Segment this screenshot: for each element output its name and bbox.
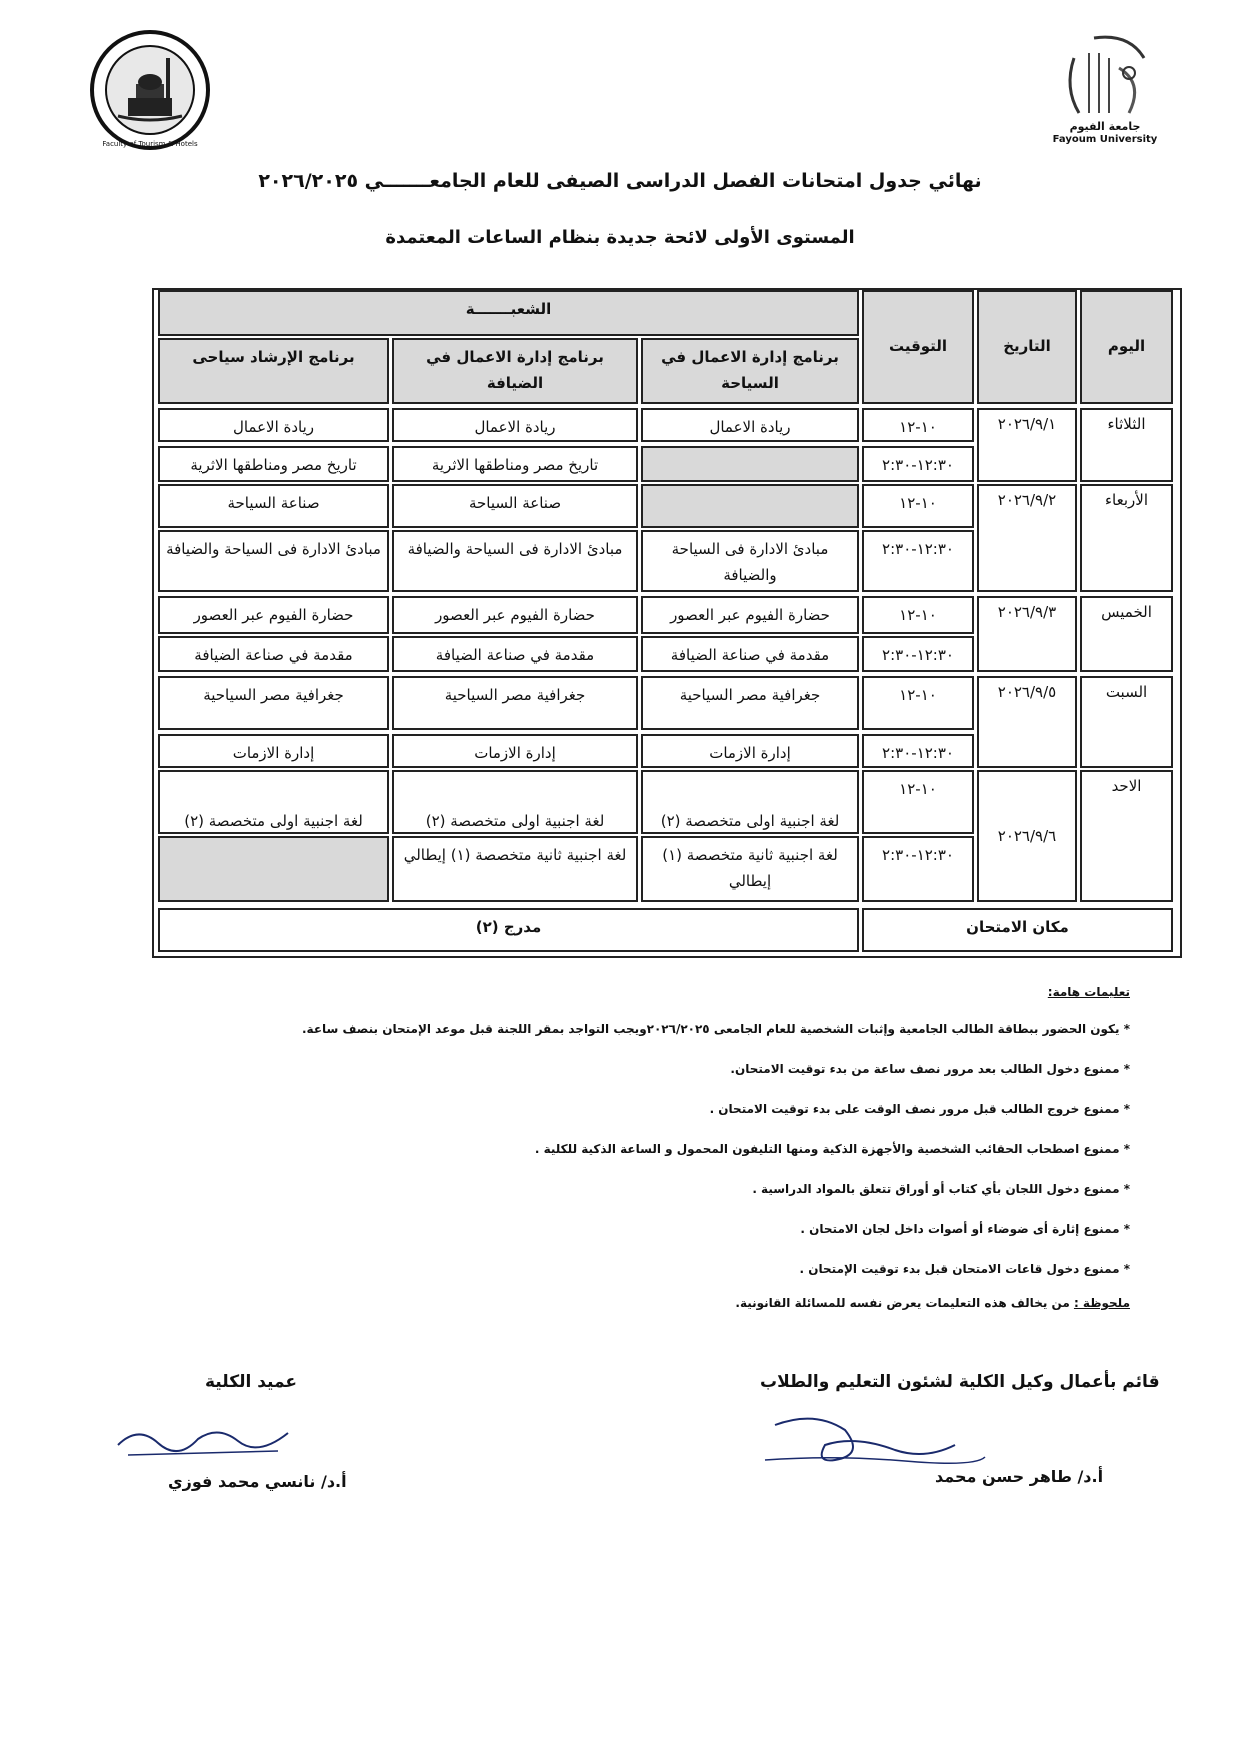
day-cell: الاحد (1080, 770, 1173, 902)
exam-cell-hospitality: لغة اجنبية ثانية متخصصة (١) إيطالي (392, 836, 638, 902)
exam-cell-tourism: لغة اجنبية اولى متخصصة (٢) (641, 770, 859, 834)
time-cell: ١٢:٣٠-٢:٣٠ (862, 836, 974, 902)
time-cell: ١٢:٣٠-٢:٣٠ (862, 530, 974, 592)
day-cell: الأربعاء (1080, 484, 1173, 592)
exam-cell-tourism (641, 446, 859, 482)
date-cell: ٢٠٢٦/٩/٥ (977, 676, 1077, 768)
exam-cell-guidance: حضارة الفيوم عبر العصور (158, 596, 389, 634)
time-cell: ١٢:٣٠-٢:٣٠ (862, 636, 974, 672)
instruction-item: * ممنوع إثارة أى ضوضاء أو أصوات داخل لجان الامتحان . (800, 1222, 1130, 1236)
exam-cell-hospitality: صناعة السياحة (392, 484, 638, 528)
header-program-tourism: برنامج إدارة الاعمال في السياحة (641, 338, 859, 404)
time-cell: ١٠-١٢ (862, 596, 974, 634)
exam-cell-tourism: إدارة الازمات (641, 734, 859, 768)
header-time: التوقيت (862, 290, 974, 404)
date-cell: ٢٠٢٦/٩/٣ (977, 596, 1077, 672)
exam-location-value: مدرج (٢) (158, 908, 859, 952)
exam-cell-hospitality: لغة اجنبية اولى متخصصة (٢) (392, 770, 638, 834)
date-cell: ٢٠٢٦/٩/١ (977, 408, 1077, 482)
exam-cell-guidance: ريادة الاعمال (158, 408, 389, 442)
legal-note-label: ملحوظة : (1073, 1296, 1130, 1310)
exam-cell-tourism: حضارة الفيوم عبر العصور (641, 596, 859, 634)
time-cell: ١٠-١٢ (862, 484, 974, 528)
exam-cell-guidance: لغة اجنبية اولى متخصصة (٢) (158, 770, 389, 834)
page-subtitle: المستوى الأولى لائحة جديدة بنظام الساعات المعتمدة (385, 227, 855, 248)
date-cell: ٢٠٢٦/٩/٦ (977, 770, 1077, 902)
university-name-ar: جامعة الفيوم (1069, 120, 1141, 133)
exam-cell-hospitality: إدارة الازمات (392, 734, 638, 768)
time-cell: ١٢:٣٠-٢:٣٠ (862, 734, 974, 768)
exam-cell-guidance: مقدمة في صناعة الضيافة (158, 636, 389, 672)
exam-cell-tourism: لغة اجنبية ثانية متخصصة (١) إيطالي (641, 836, 859, 902)
instructions-title: تعليمات هامة: (1047, 985, 1130, 999)
page-title: نهائي جدول امتحانات الفصل الدراسى الصيفى للعام الجامعـــــــي ٢٠٢٦/٢٠٢٥ (258, 170, 982, 192)
vice-dean-name: أ.د/ طاهر حسن محمد (935, 1467, 1104, 1486)
exam-cell-guidance: جغرافية مصر السياحية (158, 676, 389, 730)
header-division: الشعبـــــــة (158, 290, 859, 336)
exam-cell-guidance: إدارة الازمات (158, 734, 389, 768)
instruction-item: * ممنوع خروج الطالب قبل مرور نصف الوقت على بدء توقيت الامتحان . (709, 1102, 1130, 1116)
faculty-logo (88, 28, 212, 152)
time-cell: ١٢:٣٠-٢:٣٠ (862, 446, 974, 482)
exam-cell-tourism: مقدمة في صناعة الضيافة (641, 636, 859, 672)
exam-cell-hospitality: جغرافية مصر السياحية (392, 676, 638, 730)
time-cell: ١٠-١٢ (862, 408, 974, 442)
instruction-item: * ممنوع دخول الطالب بعد مرور نصف ساعة من بدء توقيت الامتحان. (730, 1062, 1130, 1076)
legal-note (735, 1296, 1130, 1310)
header-program-hospitality: برنامج إدارة الاعمال في الضيافة (392, 338, 638, 404)
dean-title: عميد الكلية (205, 1372, 297, 1392)
day-cell: الثلاثاء (1080, 408, 1173, 482)
header-program-guidance: برنامج الإرشاد سياحى (158, 338, 389, 404)
exam-cell-hospitality: ريادة الاعمال (392, 408, 638, 442)
time-cell: ١٠-١٢ (862, 770, 974, 834)
exam-cell-tourism: جغرافية مصر السياحية (641, 676, 859, 730)
exam-cell-tourism (641, 484, 859, 528)
instruction-item: * ممنوع دخول قاعات الامتحان قبل بدء توقيت الإمتحان . (799, 1262, 1130, 1276)
exam-cell-guidance: صناعة السياحة (158, 484, 389, 528)
svg-text:Faculty of Tourism & Hotels: Faculty of Tourism & Hotels (102, 140, 198, 148)
time-cell: ١٠-١٢ (862, 676, 974, 730)
exam-location-label: مكان الامتحان (862, 908, 1173, 952)
day-cell: الخميس (1080, 596, 1173, 672)
header-date: التاريخ (977, 290, 1077, 404)
exam-cell-guidance: تاريخ مصر ومناطقها الاثرية (158, 446, 389, 482)
instruction-item: * يكون الحضور ببطاقة الطالب الجامعية وإثبات الشخصية للعام الجامعى ٢٠٢٦/٢٠٢٥ويجب التواجد بمقر اللجنة قبل موعد الإمتحان بنصف ساعة. (302, 1022, 1130, 1036)
legal-note-text: من يخالف هذه التعليمات يعرض نفسه للمسائلة القانونية. (735, 1296, 1074, 1310)
date-cell: ٢٠٢٦/٩/٢ (977, 484, 1077, 592)
exam-cell-hospitality: تاريخ مصر ومناطقها الاثرية (392, 446, 638, 482)
exam-cell-guidance: مبادئ الادارة فى السياحة والضيافة (158, 530, 389, 592)
dean-name: أ.د/ نانسي محمد فوزي (168, 1472, 347, 1491)
university-name-en: Fayoum University (1052, 134, 1158, 145)
exam-cell-hospitality: حضارة الفيوم عبر العصور (392, 596, 638, 634)
exam-cell-hospitality: مبادئ الادارة فى السياحة والضيافة (392, 530, 638, 592)
day-cell: السبت (1080, 676, 1173, 768)
exam-cell-hospitality: مقدمة في صناعة الضيافة (392, 636, 638, 672)
exam-cell-tourism: ريادة الاعمال (641, 408, 859, 442)
exam-cell-tourism: مبادئ الادارة فى السياحة والضيافة (641, 530, 859, 592)
instruction-item: * ممنوع اصطحاب الحقائب الشخصية والأجهزة الذكية ومنها التليفون المحمول و الساعة الذكية للكلية . (534, 1142, 1130, 1156)
vice-dean-title: قائم بأعمال وكيل الكلية لشئون التعليم والطلاب (760, 1372, 1160, 1392)
instruction-item: * ممنوع دخول اللجان بأي كتاب أو أوراق تتعلق بالمواد الدراسية . (752, 1182, 1130, 1196)
dean-signature (108, 1405, 298, 1465)
exam-cell-guidance (158, 836, 389, 902)
header-day: اليوم (1080, 290, 1173, 404)
